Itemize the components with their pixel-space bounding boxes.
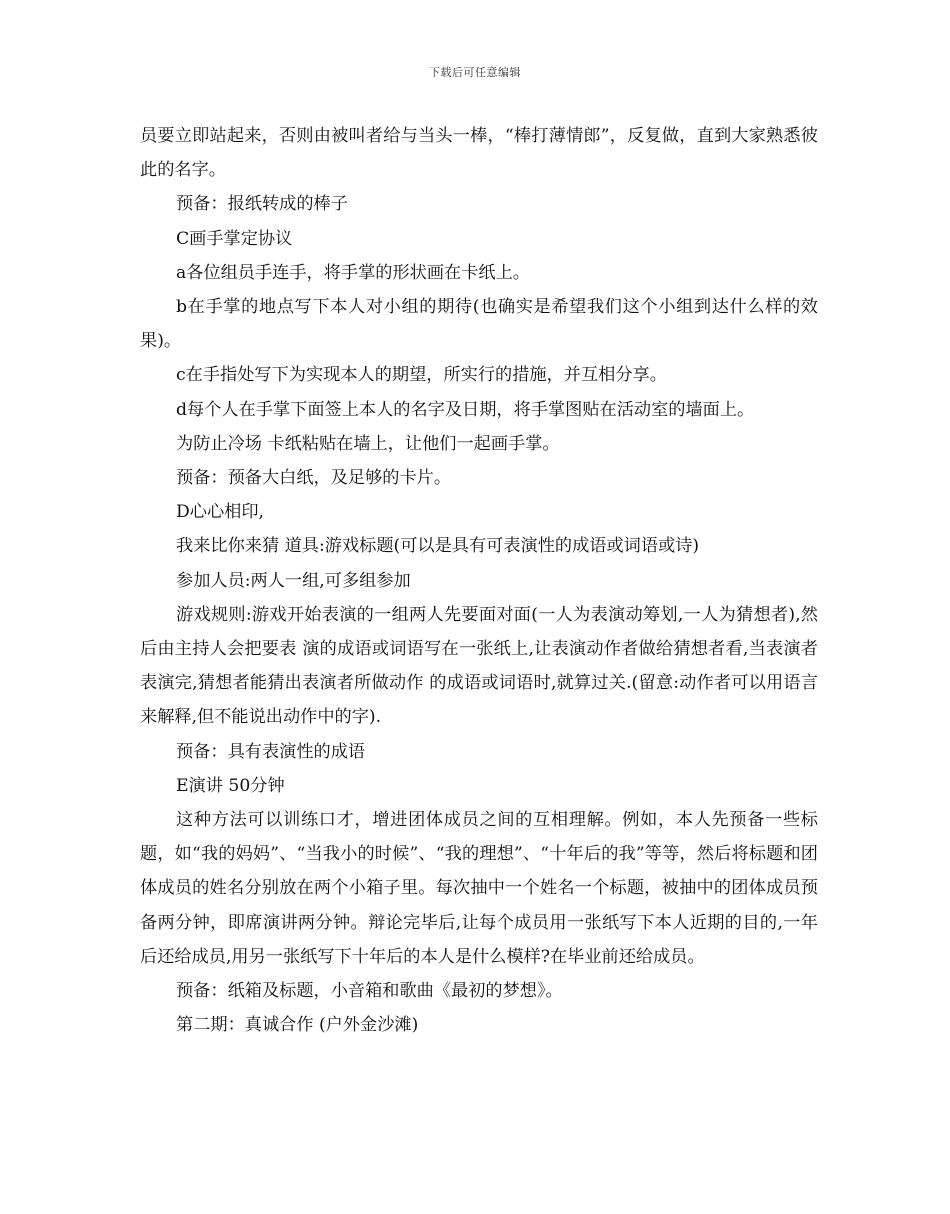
page-header: 下载后可任意编辑 — [429, 66, 521, 79]
paragraph: b在手掌的地点写下本人对小组的期待(也确实是希望我们这个小组到达什么样的效果)。 — [140, 297, 818, 352]
section-heading: 第二期：真诚合作 (户外金沙滩) — [176, 1015, 419, 1036]
paragraph: 为防止冷场 卡纸粘贴在墙上，让他们一起画手掌。 — [176, 433, 560, 454]
paragraph: a各位组员手连手，将手掌的形状画在卡纸上。 — [176, 262, 530, 283]
paragraph: c在手指处写下为实现本人的期望，所实行的措施，并互相分享。 — [176, 365, 667, 386]
paragraph: 预备：报纸转成的棒子 — [176, 194, 348, 215]
paragraph: 这种方法可以训练口才，增进团体成员之间的互相理解。例如，本人先预备一些标题，如“我的妈妈”、“当我小的时候”、“我的理想”、“十年后的我”等等，然后将标题和团体成员的姓名分别放在两个小箱子里。每次抽中一个姓名一个标题，被抽中的团体成员预备两分钟，即席演讲两分钟。辩论完毕后,让每个成员用一张纸写下本人近期的目的,一年后还给成员,用另一张纸写下十年后的本人是什么模样?在毕业前还给成员。 — [140, 810, 818, 967]
section-heading: D心心相印, — [176, 502, 264, 523]
section-heading: C画手掌定协议 — [176, 228, 293, 249]
paragraph: 员要立即站起来，否则由被叫者给与当头一棒，“棒打薄情郎”，反复做，直到大家熟悉彼此的名字。 — [140, 126, 818, 181]
paragraph: 预备：预备大白纸，及足够的卡片。 — [176, 468, 452, 489]
document-body — [140, 119, 818, 1042]
paragraph: 游戏规则:游戏开始表演的一组两人先要面对面(一人为表演动筹划,一人为猜想者),然后由主持人会把要表 演的成语或词语写在一张纸上,让表演动作者做给猜想者看,当表演者表演完,猜想者能猜出表演者所做动作 的成语或词语时,就算过关.(留意:动作者可以用语言来解释,但不能说出动作中的字). — [140, 604, 818, 728]
section-heading: E演讲 50分钟 — [176, 775, 285, 796]
paragraph: 我来比你来猜 道具:游戏标题(可以是具有可表演性的成语或词语或诗) — [176, 536, 700, 557]
paragraph: 参加人员:两人一组,可多组参加 — [176, 570, 411, 591]
paragraph: d每个人在手掌下面签上本人的名字及日期，将手掌图贴在活动室的墙面上。 — [176, 399, 755, 420]
paragraph: 预备：具有表演性的成语 — [176, 741, 366, 762]
paragraph: 预备：纸箱及标题，小音箱和歌曲《最初的梦想》。 — [176, 981, 563, 1002]
